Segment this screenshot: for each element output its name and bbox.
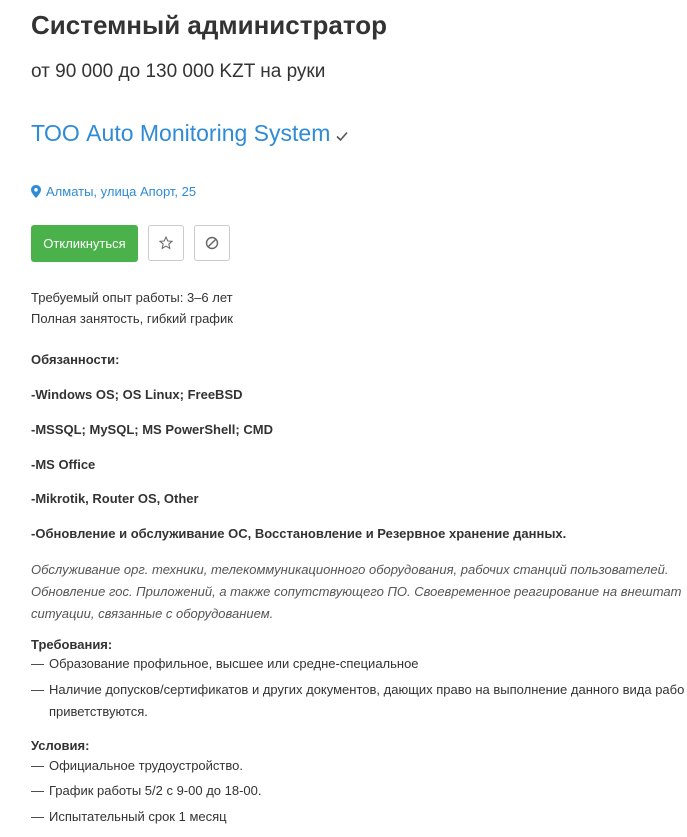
requirement-item: — Образование профильное, высшее или средне-специальное [31,656,419,671]
company-name[interactable]: ТОО Auto Monitoring System [31,120,331,146]
condition-text: Официальное трудоустройство. [49,758,243,773]
block-icon [205,236,219,250]
description-line: ситуации, связанные с оборудованием. [31,606,274,621]
duty-item: -MS Office [31,457,96,472]
employment-text: Полная занятость, гибкий график [31,311,233,326]
requirement-text: Наличие допусков/сертификатов и других документов, дающих право на выполнение данного вида рабо [49,682,685,697]
requirement-text: Образование профильное, высшее или средне-специальное [49,656,419,671]
company-link[interactable] [31,120,349,147]
location-pin-icon [31,185,41,198]
duty-item: -MSSQL; MySQL; MS PowerShell; CMD [31,422,273,437]
condition-text: Испытательный срок 1 месяц [49,809,227,824]
respond-button[interactable]: Откликнуться [31,225,138,262]
verified-check-icon [335,129,349,143]
experience-text: Требуемый опыт работы: 3–6 лет [31,290,233,305]
vacancy-meta [31,287,233,329]
duties-description [31,559,681,625]
star-icon [159,236,173,250]
requirement-text-cont: приветствуются. [49,704,148,719]
vacancy-title: Системный администратор [31,10,387,40]
salary: от 90 000 до 130 000 KZT на руки [31,61,326,82]
description-line: Обновление гос. Приложений, а также сопутствующего ПО. Своевременное реагирование на внештат [31,584,682,599]
description-line: Обслуживание орг. техники, телекоммуникационного оборудования, рабочих станций пользователей. [31,562,669,577]
hide-vacancy-button[interactable] [194,225,230,261]
condition-item: — Официальное трудоустройство. [31,758,243,773]
duties-heading: Обязанности: [31,352,120,367]
requirement-item: — Наличие допусков/сертификатов и других документов, дающих право на выполнение данного вида рабо приветствуются. [31,679,684,723]
favorite-button[interactable] [148,225,184,261]
address-link[interactable] [31,184,196,199]
condition-item: — Испытательный срок 1 месяц [31,809,227,824]
condition-text: График работы 5/2 с 9-00 до 18-00. [49,783,262,798]
duty-item: -Windows OS; OS Linux; FreeBSD [31,387,243,402]
conditions-heading: Условия: [31,738,90,753]
duty-item: -Обновление и обслуживание ОС, Восстановление и Резервное хранение данных. [31,526,567,541]
requirements-heading: Требования: [31,637,113,652]
address-text[interactable]: Алматы, улица Апорт, 25 [46,184,197,199]
condition-item: — График работы 5/2 с 9-00 до 18-00. [31,783,262,798]
duty-item: -Mikrotik, Router OS, Other [31,491,199,506]
